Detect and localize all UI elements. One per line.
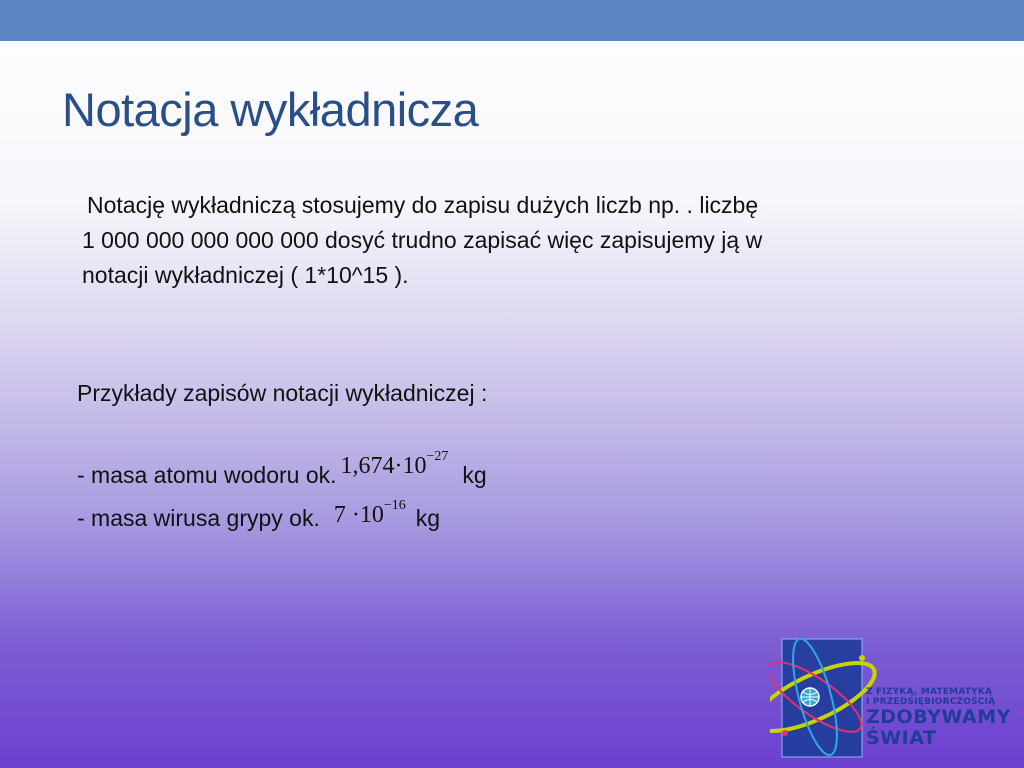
example-unit: kg — [415, 505, 441, 531]
intro-paragraph — [82, 188, 962, 293]
formula-exponent: −27 — [426, 449, 449, 464]
formula-mantissa: 1,674·10 — [340, 453, 427, 479]
example-unit: kg — [462, 462, 487, 488]
example-hydrogen-mass — [77, 449, 487, 490]
formula-mantissa: 7 ·10 — [333, 502, 384, 528]
logo-line-2: I PRZEDSIĘBIORCZOŚCIĄ — [866, 697, 996, 707]
example-label: - masa atomu wodoru ok. — [77, 462, 337, 488]
formula-exponent: −16 — [383, 498, 406, 513]
examples-heading: Przykłady zapisów notacji wykładniczej : — [77, 380, 488, 406]
example-label: - masa wirusa grypy ok. — [77, 505, 320, 531]
logo-text — [866, 687, 1011, 749]
logo-line-4: ŚWIAT — [866, 727, 937, 749]
top-bar — [0, 0, 1024, 41]
logo-line-3: ZDOBYWAMY — [866, 706, 1011, 728]
formula-virus — [333, 498, 406, 529]
formula-hydrogen — [340, 449, 449, 480]
example-flu-virus-mass — [77, 498, 441, 533]
slide-title: Notacja wykładnicza — [62, 83, 479, 136]
intro-line-2: 1 000 000 000 000 000 dosyć trudno zapisać więc zapisujemy ją w — [82, 227, 763, 253]
intro-line-1: Notację wykładniczą stosujemy do zapisu dużych liczb np. . liczbę — [87, 192, 759, 218]
intro-line-3: notacji wykładniczej ( 1*10^15 ). — [82, 262, 409, 288]
logo-line-1: Z FIZYKĄ, MATEMATYKĄ — [866, 687, 993, 697]
